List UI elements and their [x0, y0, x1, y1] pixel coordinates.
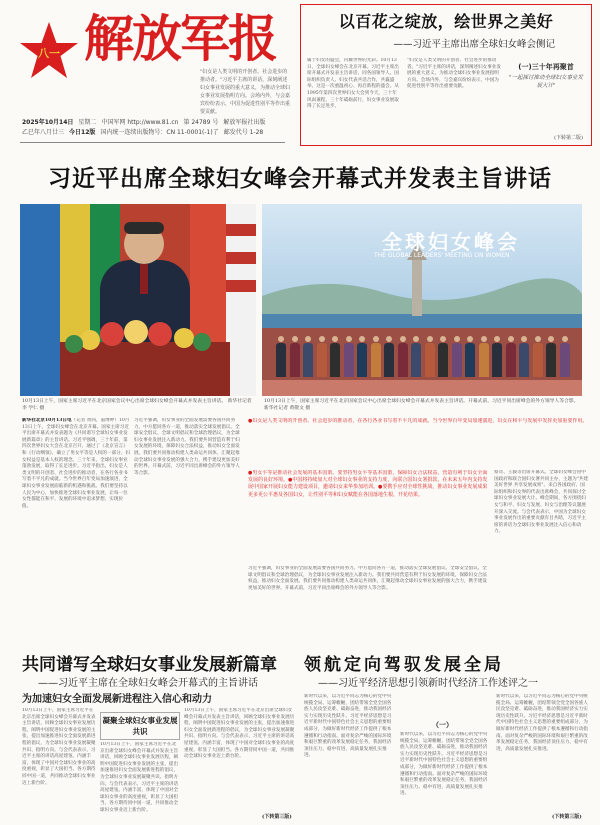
- group-person: [546, 336, 556, 378]
- bottom-left-title[interactable]: 共同谱写全球妇女事业发展新篇章: [22, 655, 277, 675]
- bottom-right-title[interactable]: 领航定向驾驭发展全局: [304, 655, 504, 675]
- bottom-right-subtitle: ——习近平经济思想引领新时代经济工作述评之一: [318, 678, 538, 689]
- masthead-divider: [20, 142, 285, 143]
- masthead-info: [22, 118, 284, 138]
- group-person: [290, 336, 300, 378]
- group-person: [276, 336, 286, 378]
- masthead-side-text: "妇女是人类文明的开创者、社会进步的推动者。"习近平主席的讲话，深刻阐述妇女事业发展的重大意义，为推动全球妇女事业发展指明方向。会场内外，与会嘉宾纷纷表示，中国为促进性别平等作出重要贡献。: [200, 69, 290, 115]
- lead-sidebar-heading: (一)三十年再聚首: [518, 63, 574, 71]
- speaker-photo-illustration: [20, 204, 256, 396]
- summit-banner-title: 全球妇女峰会: [382, 230, 520, 254]
- group-person: [344, 336, 354, 378]
- story-dateline: 新华社北京10月13日电: [22, 418, 72, 423]
- group-person: [330, 336, 340, 378]
- bottom-right-text-2: 新时代以来，以习近平同志为核心的党中央统揽全局、运筹帷幄，团结带领全党全国各族人民攻坚克难、砥砺奋进，推动我国经济实力实现历史性跃升。习近平经济思想是习近平新时代中国特色社会主义思想的重要组成部分，为做好新时代经济工作提供了根本遵循和行动指南。面对复杂严峻的国际环境和艰巨繁重的改革发展稳定任务，我国经济顶住压力、稳中有进，高质量发展扎实推进。: [400, 732, 488, 797]
- story-column-2: 习近平强调，妇女事业的全面发展需要各国共同努力。中方愿同各方一道，推动落实全球发展倡议、全球安全倡议、全球文明倡议和全球治理倡议，为全球妇女事业发展注入新动力。我们要共同营造有利于妇女发展的环境，保障妇女合法权益，推动妇女全面发展。我们要共同推动构建人类命运共同体，汇聚起推动全球妇女事业发展的强大合力，携手建设更加美好的世界。开幕式前，习近平同出席峰会的外方领导人等合影。: [134, 418, 240, 476]
- group-person: [357, 336, 367, 378]
- group-person: [398, 336, 408, 378]
- svg-text:八一: 八一: [38, 47, 60, 60]
- story-column-1: [22, 418, 130, 640]
- story-column-3: 习近平强调，妇女事业的全面发展需要各国共同努力。中方愿同各方一道，推动落实全球发展倡议、全球安全倡议、全球文明倡议和全球治理倡议，为全球妇女事业发展注入新动力。我们要共同营造有利于妇女发展的环境，保障妇女合法权益，推动妇女全面发展。我们要共同推动构建人类命运共同体，汇聚起推动全球妇女事业发展的强大合力，携手建设更加美好的世界。开幕式前，习近平同出席峰会的外方领导人等合影。: [248, 566, 487, 591]
- photo-speaker[interactable]: [20, 204, 256, 396]
- main-headline[interactable]: 习近平出席全球妇女峰会开幕式并发表主旨讲话: [48, 166, 552, 192]
- publisher: 解放军报社出版: [223, 119, 266, 126]
- bottom-right-text-3: 新时代以来，以习近平同志为核心的党中央统揽全局、运筹帷幄，团结带领全党全国各族人民攻坚克难、砥砺奋进，推动我国经济实力实现历史性跃升。习近平经济思想是习近平新时代中国特色社会主义思想的重要组成部分，为做好新时代经济工作提供了根本遵循和行动指南。面对复杂严峻的国际环境和艰巨繁重的改革发展稳定任务，我国经济顶住压力、稳中有进，高质量发展扎实推进。: [496, 694, 588, 752]
- photo-group[interactable]: [262, 204, 582, 396]
- bottom-left-text-2: 10月13日上午，国家主席习近平在北京出席全球妇女峰会开幕式并发表主旨讲话，回顾全球妇女事业发展历程，阐明中国促进妇女事业发展的主张，提出加速推进妇女全面发展新进程的倡议，为全球妇女事业发展凝聚共识、指明方向。与会代表表示，习近平主席的讲话高屋建瓴、内涵丰富，体现了中国对全球妇女事业的高度重视，彰显了大国担当。各方期待同中国一道，共同推动全球妇女事业迈上新台阶。: [100, 742, 179, 813]
- group-person: [479, 336, 489, 378]
- photo-speaker-caption: 10月13日上午，国家主席习近平在北京国家会议中心出席全球妇女峰会开幕式并发表主旨讲话。 新华社记者 李 学仁 摄: [22, 399, 252, 411]
- photo-group-caption: 10月13日上午，国家主席习近平在北京国家会议中心出席全球妇女峰会开幕式并发表主旨讲话。开幕式前，习近平同出席峰会的外方领导人等合影。 新华社记者 黄敬文 摄: [264, 399, 579, 411]
- lunar-date: 乙巳年八月廿三: [22, 129, 65, 136]
- group-people: [262, 204, 582, 396]
- serial-code: 国内统一连续出版物号：CN 11-0001(-1)了: [100, 129, 219, 136]
- group-person: [452, 336, 462, 378]
- group-person: [465, 336, 475, 378]
- lead-story-text: 属于妇女的盛会，闪耀世界的光彩。10月13日，全球妇女峰会在北京开幕。习近平主席出席开幕式并发表主旨讲话，同各国领导人、国际组织负责人、妇女代表共话合作，共襄盛举。这是一次重温初心、再启新程的盛会。从1995年第四次世界妇女大会到今天，三十年风雨兼程，三十年砥砺前行，妇女事业发展取得了长足进步。: [307, 58, 399, 110]
- group-person: [533, 336, 543, 378]
- summit-banner-english: THE GLOBAL LEADERS' MEETING ON WOMEN: [374, 252, 510, 259]
- bottom-right-text: 新时代以来，以习近平同志为核心的党中央统揽全局、运筹帷幄，团结带领全党全国各族人民攻坚克难、砥砺奋进，推动我国经济实力实现历史性跃升。习近平经济思想是习近平新时代中国特色社会主义思想的重要组成部分，为做好新时代经济工作提供了根本遵循和行动指南。面对复杂严峻的国际环境和艰巨繁重的改革发展稳定任务，我国经济顶住压力、稳中有进，高质量发展扎实推进。: [304, 694, 392, 759]
- bottom-left-text: 10月13日上午，国家主席习近平在北京出席全球妇女峰会开幕式并发表主旨讲话，回顾全球妇女事业发展历程，阐明中国促进妇女事业发展的主张，提出加速推进妇女全面发展新进程的倡议，为全球妇女事业发展凝聚共识、指明方向。与会代表表示，习近平主席的讲话高屋建瓴、内涵丰富，体现了中国对全球妇女事业的高度重视，彰显了大国担当。各方期待同中国一道，共同推动全球妇女事业迈上新台阶。: [22, 708, 96, 786]
- lead-story-title[interactable]: 以百花之绽放，绘世界之美好: [338, 12, 554, 31]
- story-bullet-points: ●男女平等是推动社会发展的基本国策。要坚持男女平等基本国策，保障妇女合法权益，营造有利于妇女全面发展的良好环境。●中国将持续加大对全球妇女事业的支持力度，向联合国妇女署捐款，在未来五年内支持发展中国家开展妇女能力建设项目，邀请妇女来华参加培训。●要携手应对全球性挑战，推动妇女事业发展成果更多更公平惠及各国妇女，让性别平等和妇女赋能在各国落地生根、开花结果。: [248, 470, 488, 498]
- newspaper-nameplate: 解放军报: [84, 9, 276, 68]
- website: 中国军网 http://www.81.cn: [101, 119, 179, 126]
- army-star-logo: [18, 20, 80, 82]
- group-person: [425, 336, 435, 378]
- group-person: [371, 336, 381, 378]
- lead-story-box[interactable]: [300, 4, 592, 146]
- page-count: 今日12版: [69, 129, 96, 136]
- group-person: [411, 336, 421, 378]
- lead-story-columns: [307, 58, 585, 132]
- issue-weekday: 星期二: [78, 119, 97, 126]
- group-person: [492, 336, 502, 378]
- bottom-left-boxed-title: 凝聚全球妇女事业发展共识: [100, 712, 180, 740]
- issue-date: 2025年10月14日: [22, 119, 74, 126]
- group-person: [384, 336, 394, 378]
- group-person: [506, 336, 516, 378]
- postal-code: 邮发代号 1-28: [223, 129, 264, 136]
- story-column-1-text: （记者 黄尚，董博婷）10月13日上午，全球妇女峰会在北京开幕。国家主席习近平出席开幕式并发表题为《共同谱写全球妇女事业发展新篇章》的主旨讲话。习近平强调，三十年前，第四次世界妇女大会在北京召开，通过了《北京宣言》和《行动纲领》，确立了男女平等是人权的一部分、妇女权益是基本人权的理念。三十年来，全球妇女事业蓬勃发展，取得了长足进步。习近平指出，妇女是人类文明的开创者、社会进步的推动者，在各行各业书写着不平凡的成就。当今世界百年变局加速演进，全球妇女事业发展面临新的机遇和挑战。我们要坚持以人民为中心，加快推进全球妇女事业发展，让每一位女性都能在和平、发展的环境中追求梦想、实现价值。: [22, 418, 130, 509]
- lead-sidebar-subheading: "一起探讨推动全球妇女事业发展大计": [508, 75, 584, 89]
- group-person: [438, 336, 448, 378]
- lead-story-text-2: "妇女是人类文明的开创者、社会进步的推动者。"习近平主席的讲话，深刻阐述妇女事业发展的重大意义，为推动全球妇女事业发展指明方向。会场内外，与会嘉宾纷纷表示，中国为促进性别平等作出重要贡献。: [407, 58, 501, 90]
- bottom-left-subtitle-2: 为加速妇女全面发展新进程注入信心和动力: [22, 694, 212, 705]
- group-person: [317, 336, 327, 378]
- issue-number: 第 24789 号: [183, 119, 219, 126]
- bottom-right-section-number: （一）: [432, 720, 453, 729]
- group-person: [560, 336, 570, 378]
- bottom-left-continued-link[interactable]: (下转第三版): [262, 814, 292, 820]
- lead-story-sidebar: [507, 58, 585, 132]
- lead-story-subtitle: ——习近平主席出席全球妇女峰会侧记: [393, 39, 555, 50]
- story-column-right: 蔡奇、王毅等出席开幕式。全球妇女峰会由中国政府和联合国妇女署共同主办，主题为"共建美好世界 共享发展成果"。来自各国政府、国际组织和妇女界的代表出席峰会，共同探讨全球妇女事业发展大计。峰会期间，各方围绕妇女与和平、妇女与发展、妇女与治理等议题展开深入交流。与会代表表示，中国为全球妇女事业发展作出的重要贡献有目共睹，习近平主席的讲话为全球妇女事业发展注入信心和动力。: [494, 470, 588, 535]
- lead-continued-link[interactable]: (下转第二版): [554, 135, 583, 141]
- group-person: [519, 336, 529, 378]
- bottom-right-continued-link[interactable]: (下转第三版): [552, 814, 582, 820]
- group-person: [303, 336, 313, 378]
- story-highlight-bullets: ●妇女是人类文明的开创者、社会进步的推动者，在各行各业书写着不平凡的成就。当今世界百年变局加速演进，妇女在和平与发展中发挥更加重要作用。: [248, 418, 588, 424]
- bottom-left-subtitle: ——习近平主席在全球妇女峰会开幕式的主旨讲话: [38, 678, 258, 689]
- bottom-left-text-3: 10月13日上午，国家主席习近平在北京出席全球妇女峰会开幕式并发表主旨讲话，回顾全球妇女事业发展历程，阐明中国促进妇女事业发展的主张，提出加速推进妇女全面发展新进程的倡议，为全球妇女事业发展凝聚共识、指明方向。与会代表表示，习近平主席的讲话高屋建瓴、内涵丰富，体现了中国对全球妇女事业的高度重视，彰显了大国担当。各方期待同中国一道，共同推动全球妇女事业迈上新台阶。: [184, 708, 295, 760]
